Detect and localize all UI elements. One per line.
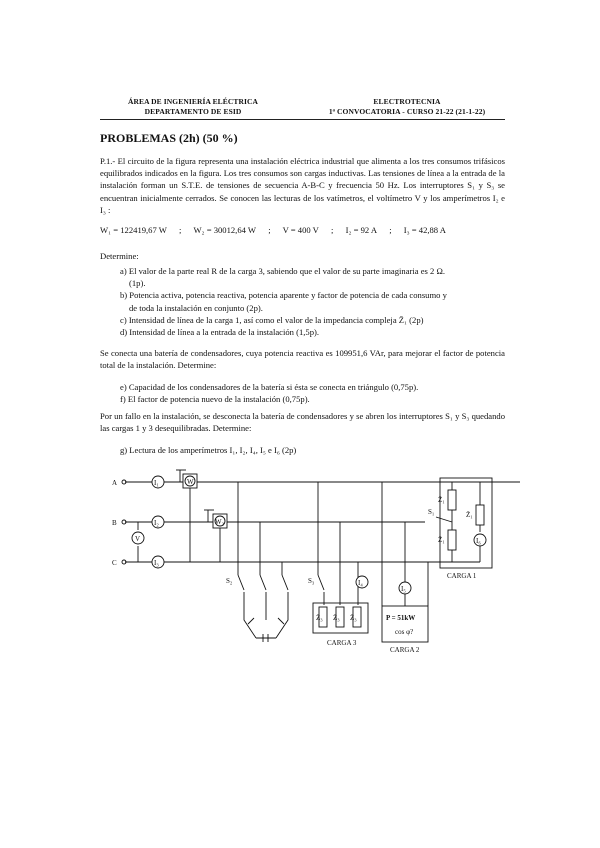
carga1-label: CARGA 1 [447, 572, 477, 580]
determine-label: Determine: [100, 251, 139, 261]
ammeter-i5-label: I₅ [401, 585, 406, 593]
measure-i2: I₂ = 92 A [345, 225, 378, 235]
wattmeter-w1-label: W [187, 478, 194, 486]
measure-sep: ; [389, 225, 392, 235]
line-b-label: B [112, 519, 117, 527]
carga3-label: CARGA 3 [327, 639, 357, 647]
impedance-z1-label: Z̄₁ [466, 511, 473, 519]
impedance-z3-label: Z̄₃ [316, 614, 323, 622]
wattmeter-w2-label: W₂ [215, 518, 225, 526]
header-exam: 1ª CONVOCATORIA - CURSO 21-22 (21-1-22) [328, 107, 486, 116]
problem-statement: P.1.- El circuito de la figura representa una instalación eléctrica industrial que alimenta a los tres consumos trifásicos equilibrados indicados en la figura. Los tres consumos son cargas inductivas. Las tensiones de línea a la entrada de la instalación forman un S.T.E. de tensiones de secuencia A-B-C y frecuencia 50 Hz. Los interruptores S₁ y S₃ se encuentran inicialmente cerrados. Se conocen las lecturas de los vatímetros, el voltímetro V y los amperímetros I₂ e I₃ : [100, 156, 505, 215]
switch-s3-label: S₃ [308, 577, 315, 585]
line-c-label: C [112, 559, 117, 567]
voltmeter-label: V [135, 535, 141, 543]
measure-sep: ; [331, 225, 334, 235]
ammeter-i3-label: I₃ [154, 559, 159, 567]
question-item: e) Capacidad de los condensadores de la batería si ésta se conecta en triángulo (0,75p). [120, 382, 419, 392]
impedance-z1-label: Z̄₁ [438, 536, 445, 544]
carga2-label: CARGA 2 [390, 646, 420, 654]
capacitor-paragraph: Se conecta una batería de condensadores, cuya potencia reactiva es 109951,6 VAr, para mejorar el factor de potencia total de la instalación. Determine: [100, 348, 505, 371]
page-title: PROBLEMAS (2h) (50 %) [100, 131, 238, 145]
measure-sep: ; [179, 225, 182, 235]
impedance-z1-label: Z̄₁ [438, 496, 445, 504]
measure-sep: ; [268, 225, 271, 235]
ammeter-i4-label: I₄ [358, 579, 363, 587]
question-item: d) Intensidad de línea a la entrada de la instalación (1,5p). [120, 327, 320, 338]
ammeter-i2-label: I₂ [154, 519, 159, 527]
question-item: (1p). [129, 278, 146, 289]
question-item: f) El factor de potencia nuevo de la instalación (0,75p). [120, 394, 310, 405]
measure-w2: W₂ = 30012,64 W [193, 225, 257, 235]
ammeter-i1-label: I₁ [154, 479, 159, 487]
header-department: DEPARTAMENTO DE ESID [144, 107, 242, 116]
ammeter-i6-label: I₆ [476, 537, 481, 545]
impedance-z3-label: Z̄₃ [333, 614, 340, 622]
header-subject: ELECTROTECNIA [373, 97, 441, 106]
line-a-label: A [112, 479, 118, 487]
measure-v: V = 400 V [282, 225, 319, 235]
measure-w1: W₁ = 122419,67 W [100, 225, 167, 235]
header-area: ÁREA DE INGENIERÍA ELÉCTRICA [127, 97, 259, 106]
question-item: g) Lectura de los amperímetros I₁, I₂, I₄, I₅ e I₆ (2p) [120, 445, 297, 455]
impedance-z3-label: Z̄₃ [350, 614, 357, 622]
question-item: a) El valor de la parte real R de la carga 3, sabiendo que el valor de su parte imaginaria es 2 Ω. [120, 266, 446, 276]
switch-s2-label: S₂ [226, 577, 233, 585]
carga2-power: P = 51kW [386, 614, 416, 622]
question-item: c) Intensidad de línea de la carga 1, así como el valor de la impedancia compleja Z̄₁ (2p) [120, 314, 424, 325]
question-item: de toda la instalación en conjunto (2p). [129, 302, 263, 313]
question-item: b) Potencia activa, potencia reactiva, potencia aparente y factor de potencia de cada consumo y [120, 290, 447, 301]
measure-i3: I₃ = 42,88 A [403, 225, 446, 235]
switch-s1-label: S₁ [428, 508, 435, 516]
fault-paragraph: Por un fallo en la instalación, se desconecta la batería de condensadores y se abren los interruptores S₁ y S₃ quedando las cargas 1 y 3 desequilibradas. Determine: [100, 411, 505, 434]
carga2-cosphi: cos φ? [395, 628, 414, 636]
